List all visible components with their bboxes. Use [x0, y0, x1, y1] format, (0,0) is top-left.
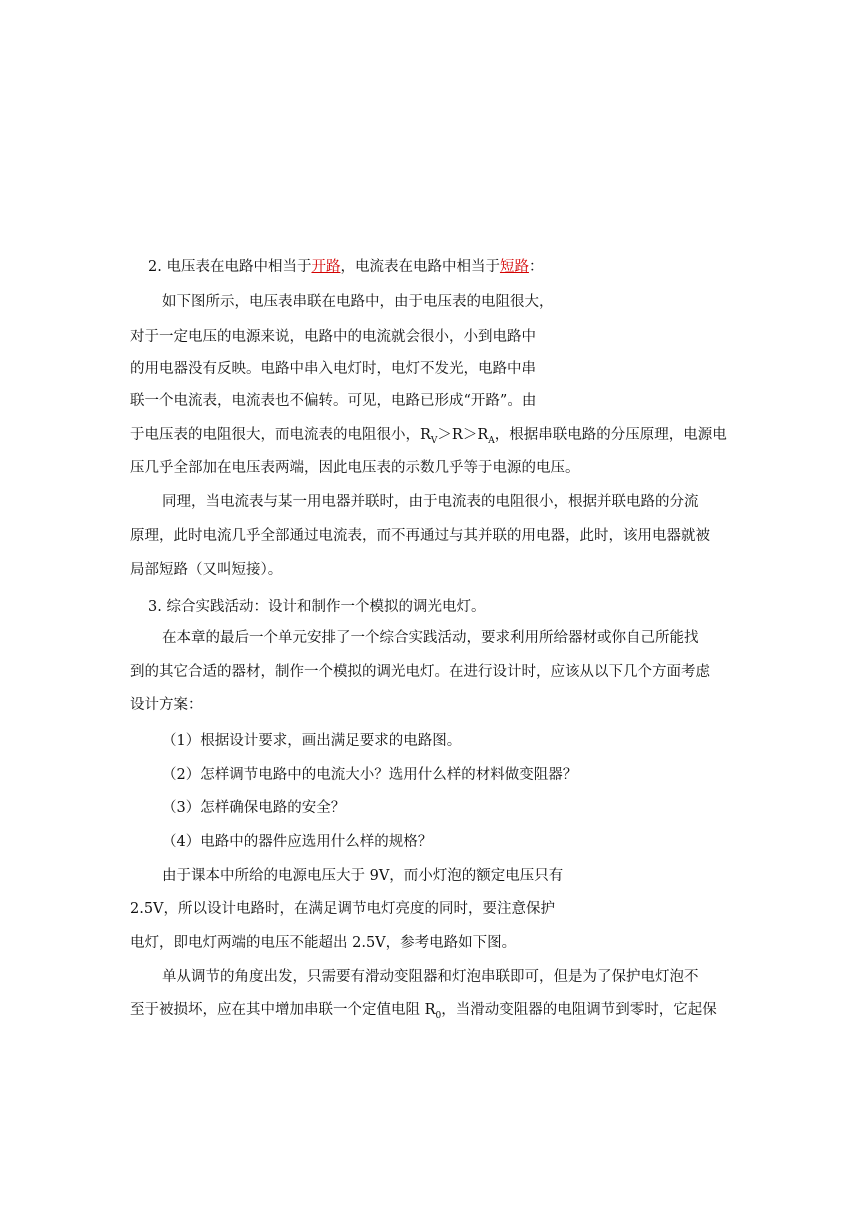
list-item: （2）怎样调节电路中的电流大小？选用什么样的材料做变阻器？	[162, 767, 578, 783]
paragraph-line: 同理，当电流表与某一用电器并联时，由于电流表的电阻很小，根据并联电路的分流	[162, 494, 699, 510]
paragraph-line: 单从调节的角度出发，只需要有滑动变阻器和灯泡串联即可，但是为了保护电灯泡不	[162, 969, 699, 985]
paragraph-line: 如下图所示，电压表串联在电路中，由于电压表的电阻很大，	[162, 294, 554, 310]
paragraph-line: 至于被损坏，应在其中增加串联一个定值电阻 $R_0$，当滑动变阻器的电阻调节到零时，它起保	[130, 1002, 717, 1021]
paragraph-line: 的用电器没有反映。电路中串入电灯时，电灯不发光，电路中串	[130, 361, 536, 377]
paragraph-line: 由于课本中所给的电源电压大于 9V，而小灯泡的额定电压只有	[162, 868, 564, 884]
i-label-b: I	[499, 158, 503, 173]
voltage-label: 9V	[622, 873, 634, 883]
r-label-d: R	[636, 825, 646, 840]
paragraph-line: 在本章的最后一个单元安排了一个综合实践活动，要求利用所给器材或你自己所能找	[162, 630, 699, 646]
r2-label: R2	[263, 160, 278, 176]
paragraph-line: 设计方案：	[130, 697, 203, 713]
paragraph-line: 2.5V，所以设计电路时，在满足调节电灯亮度的同时，要注意保护	[130, 901, 556, 917]
heading-3: 3. 综合实践活动：设计和制作一个模拟的调光电灯。	[148, 599, 486, 615]
paragraph-line: 电灯，即电灯两端的电压不能超出 2.5V，参考电路如下图。	[130, 935, 517, 951]
r-label-b: R	[435, 158, 445, 173]
r-label-c: R	[605, 382, 615, 397]
paragraph-line: 局部短路（又叫短接）。	[130, 562, 283, 578]
heading-2: 2. 电压表在电路中相当于开路，电流表在电路中相当于短路：	[148, 259, 544, 275]
i1-label: $I_1$	[215, 160, 224, 177]
i2-label: $I_2$	[290, 160, 299, 177]
figure-b-caption: b	[440, 218, 447, 232]
paragraph-line: 到的其它合适的器材，制作一个模拟的调光电灯。在进行设计时，应该从以下几个方面考虑	[130, 664, 710, 680]
paragraph-line: 原理，此时电流几乎全部通过电流表，而不再通过与其并联的用电器，此时，该用电器就被	[130, 528, 710, 544]
u2-label: $U_2$	[262, 194, 277, 211]
paragraph-line: 对于一定电压的电源来说，电路中的电流就会很小，小到电路中	[130, 329, 536, 345]
r1-label: R1	[186, 160, 201, 176]
figure-a-caption: a	[227, 220, 234, 234]
power-source-label: 电源	[615, 861, 635, 872]
r0-label: $R_0$	[714, 881, 729, 898]
paragraph-line: 联一个电流表，电流表也不偏转。可见，电路已形成“开路”。由	[130, 393, 537, 409]
switch-label: S	[670, 878, 679, 893]
open-circuit-term: 开路	[311, 259, 341, 275]
paragraph-line: 于电压表的电阻很大，而电流表的电阻很小，$R_V>R>R_A$，根据串联电路的分压原理，电源电	[130, 427, 727, 446]
short-circuit-term: 短路	[499, 259, 529, 275]
lamp-label: L	[713, 826, 721, 841]
list-item: （1）根据设计要求，画出满足要求的电路图。	[162, 733, 462, 749]
voltmeter-symbol: V	[661, 397, 670, 411]
u1-label: $U_1$	[187, 194, 202, 211]
u-label-b: U	[437, 191, 447, 206]
list-item: （4）电路中的器件应选用什么样的规格？	[162, 834, 433, 850]
ammeter-symbol: A	[699, 361, 708, 375]
list-item: （3）怎样确保电路的安全？	[162, 800, 346, 816]
paragraph-line: 压几乎全部加在电压表两端，因此电压表的示数几乎等于电源的电压。	[130, 460, 580, 476]
